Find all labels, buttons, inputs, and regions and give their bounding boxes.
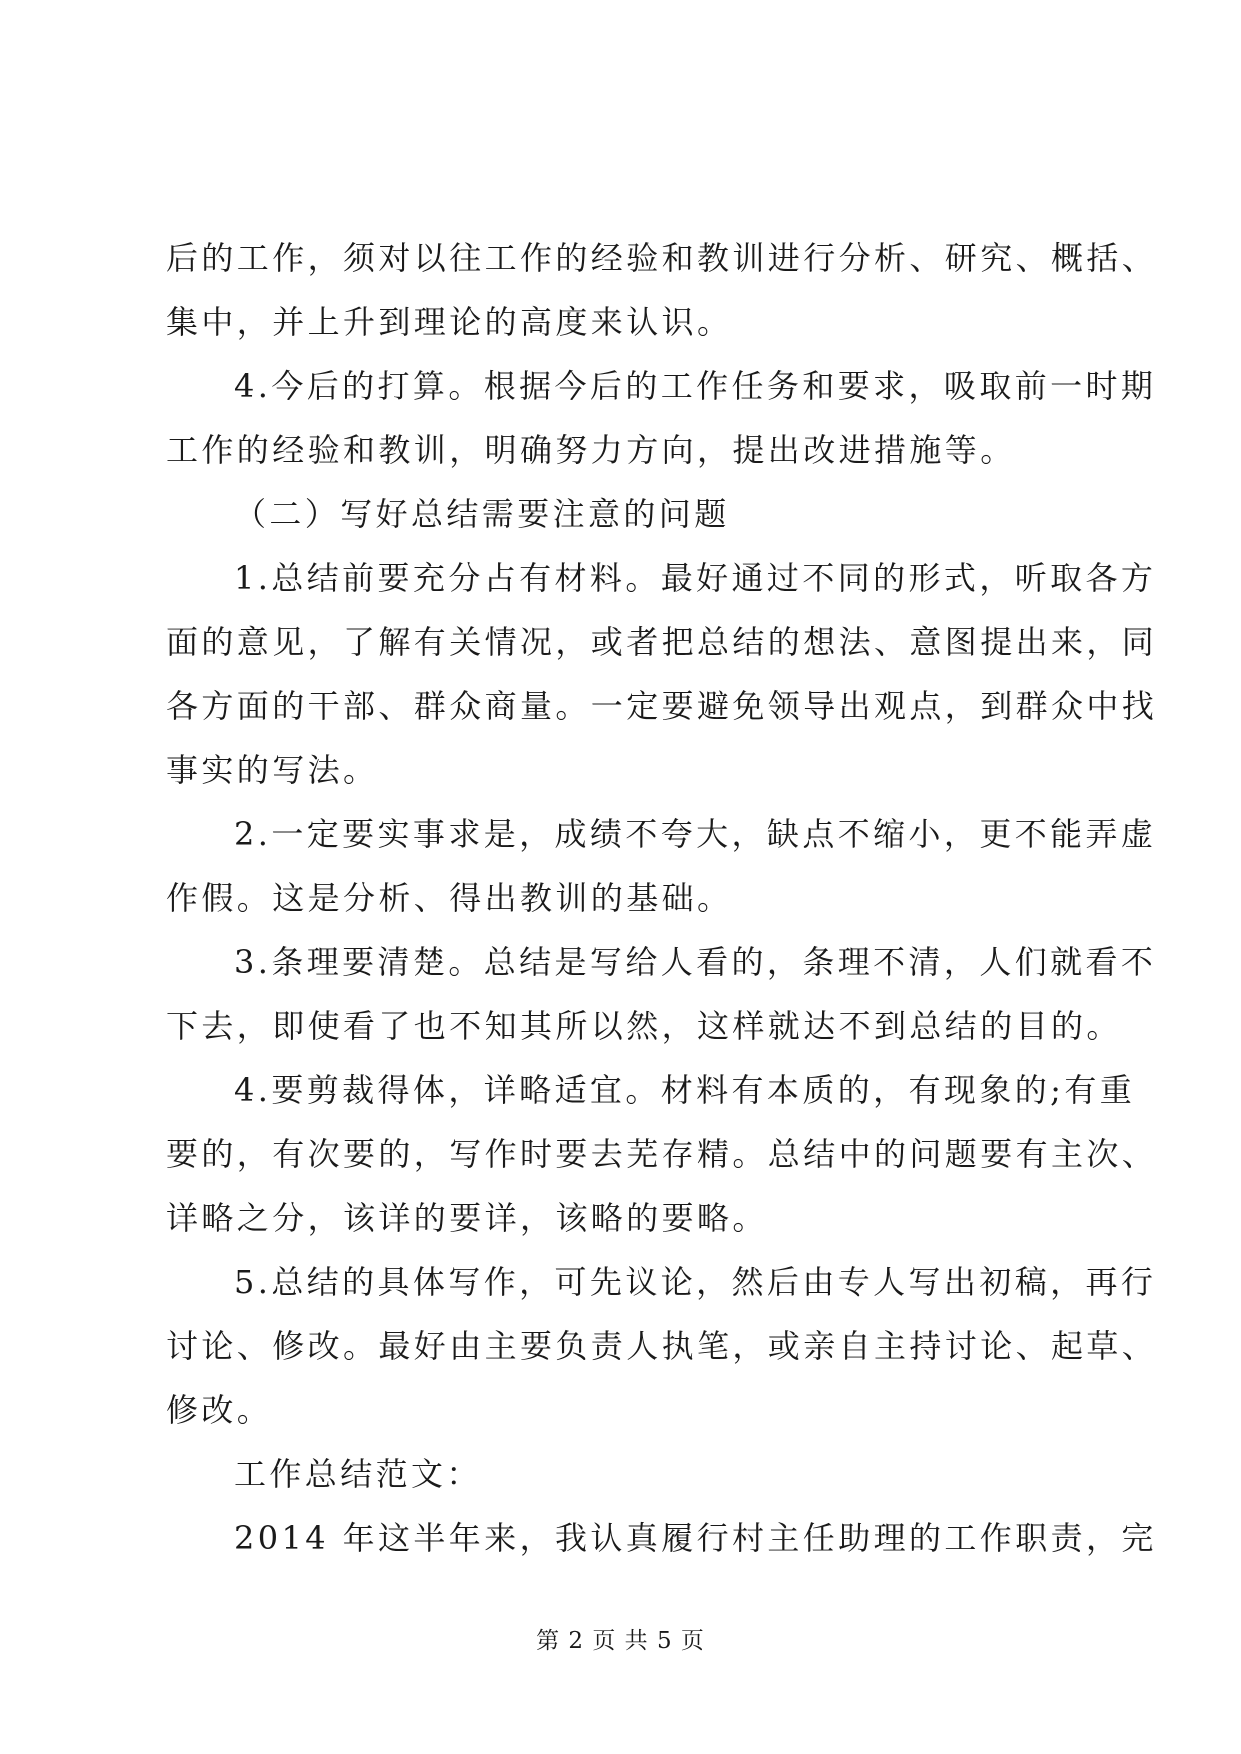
body-line-14: 4.要剪裁得体，详略适宜。材料有本质的，有现象的;有重 xyxy=(234,1071,1136,1109)
body-line-6: 1.总结前要充分占有材料。最好通过不同的形式，听取各方 xyxy=(234,559,1157,597)
body-line-9: 事实的写法。 xyxy=(166,751,379,789)
document-body xyxy=(166,226,1158,1570)
section-heading: （二）写好总结需要注意的问题 xyxy=(234,495,730,533)
page-number-footer: 第 2 页 共 5 页 xyxy=(536,1628,705,1654)
body-line-4: 工作的经验和教训，明确努力方向，提出改进措施等。 xyxy=(166,431,1016,469)
sample-heading: 工作总结范文： xyxy=(234,1455,482,1493)
body-line-16: 详略之分，该详的要详，该略的要略。 xyxy=(166,1199,768,1237)
body-line-17: 5.总结的具体写作，可先议论，然后由专人写出初稿，再行 xyxy=(234,1263,1157,1301)
body-line-21: 2014 年这半年来，我认真履行村主任助理的工作职责，完 xyxy=(234,1519,1157,1557)
body-line-18: 讨论、修改。最好由主要负责人执笔，或亲自主持讨论、起草、 xyxy=(166,1327,1158,1365)
body-line-3: 4.今后的打算。根据今后的工作任务和要求，吸取前一时期 xyxy=(234,367,1157,405)
body-line-11: 作假。这是分析、得出教训的基础。 xyxy=(166,879,733,917)
body-line-1: 后的工作，须对以往工作的经验和教训进行分析、研究、概括、 xyxy=(166,239,1158,277)
body-line-8: 各方面的干部、群众商量。一定要避免领导出观点，到群众中找 xyxy=(166,687,1158,725)
body-line-15: 要的，有次要的，写作时要去芜存精。总结中的问题要有主次、 xyxy=(166,1135,1158,1173)
body-line-7: 面的意见，了解有关情况，或者把总结的想法、意图提出来，同 xyxy=(166,623,1158,661)
body-line-13: 下去，即使看了也不知其所以然，这样就达不到总结的目的。 xyxy=(166,1007,1122,1045)
body-line-10: 2.一定要实事求是，成绩不夸大，缺点不缩小，更不能弄虚 xyxy=(234,815,1157,853)
body-line-12: 3.条理要清楚。总结是写给人看的，条理不清，人们就看不 xyxy=(234,943,1157,981)
body-line-19: 修改。 xyxy=(166,1391,273,1429)
body-line-2: 集中，并上升到理论的高度来认识。 xyxy=(166,303,733,341)
